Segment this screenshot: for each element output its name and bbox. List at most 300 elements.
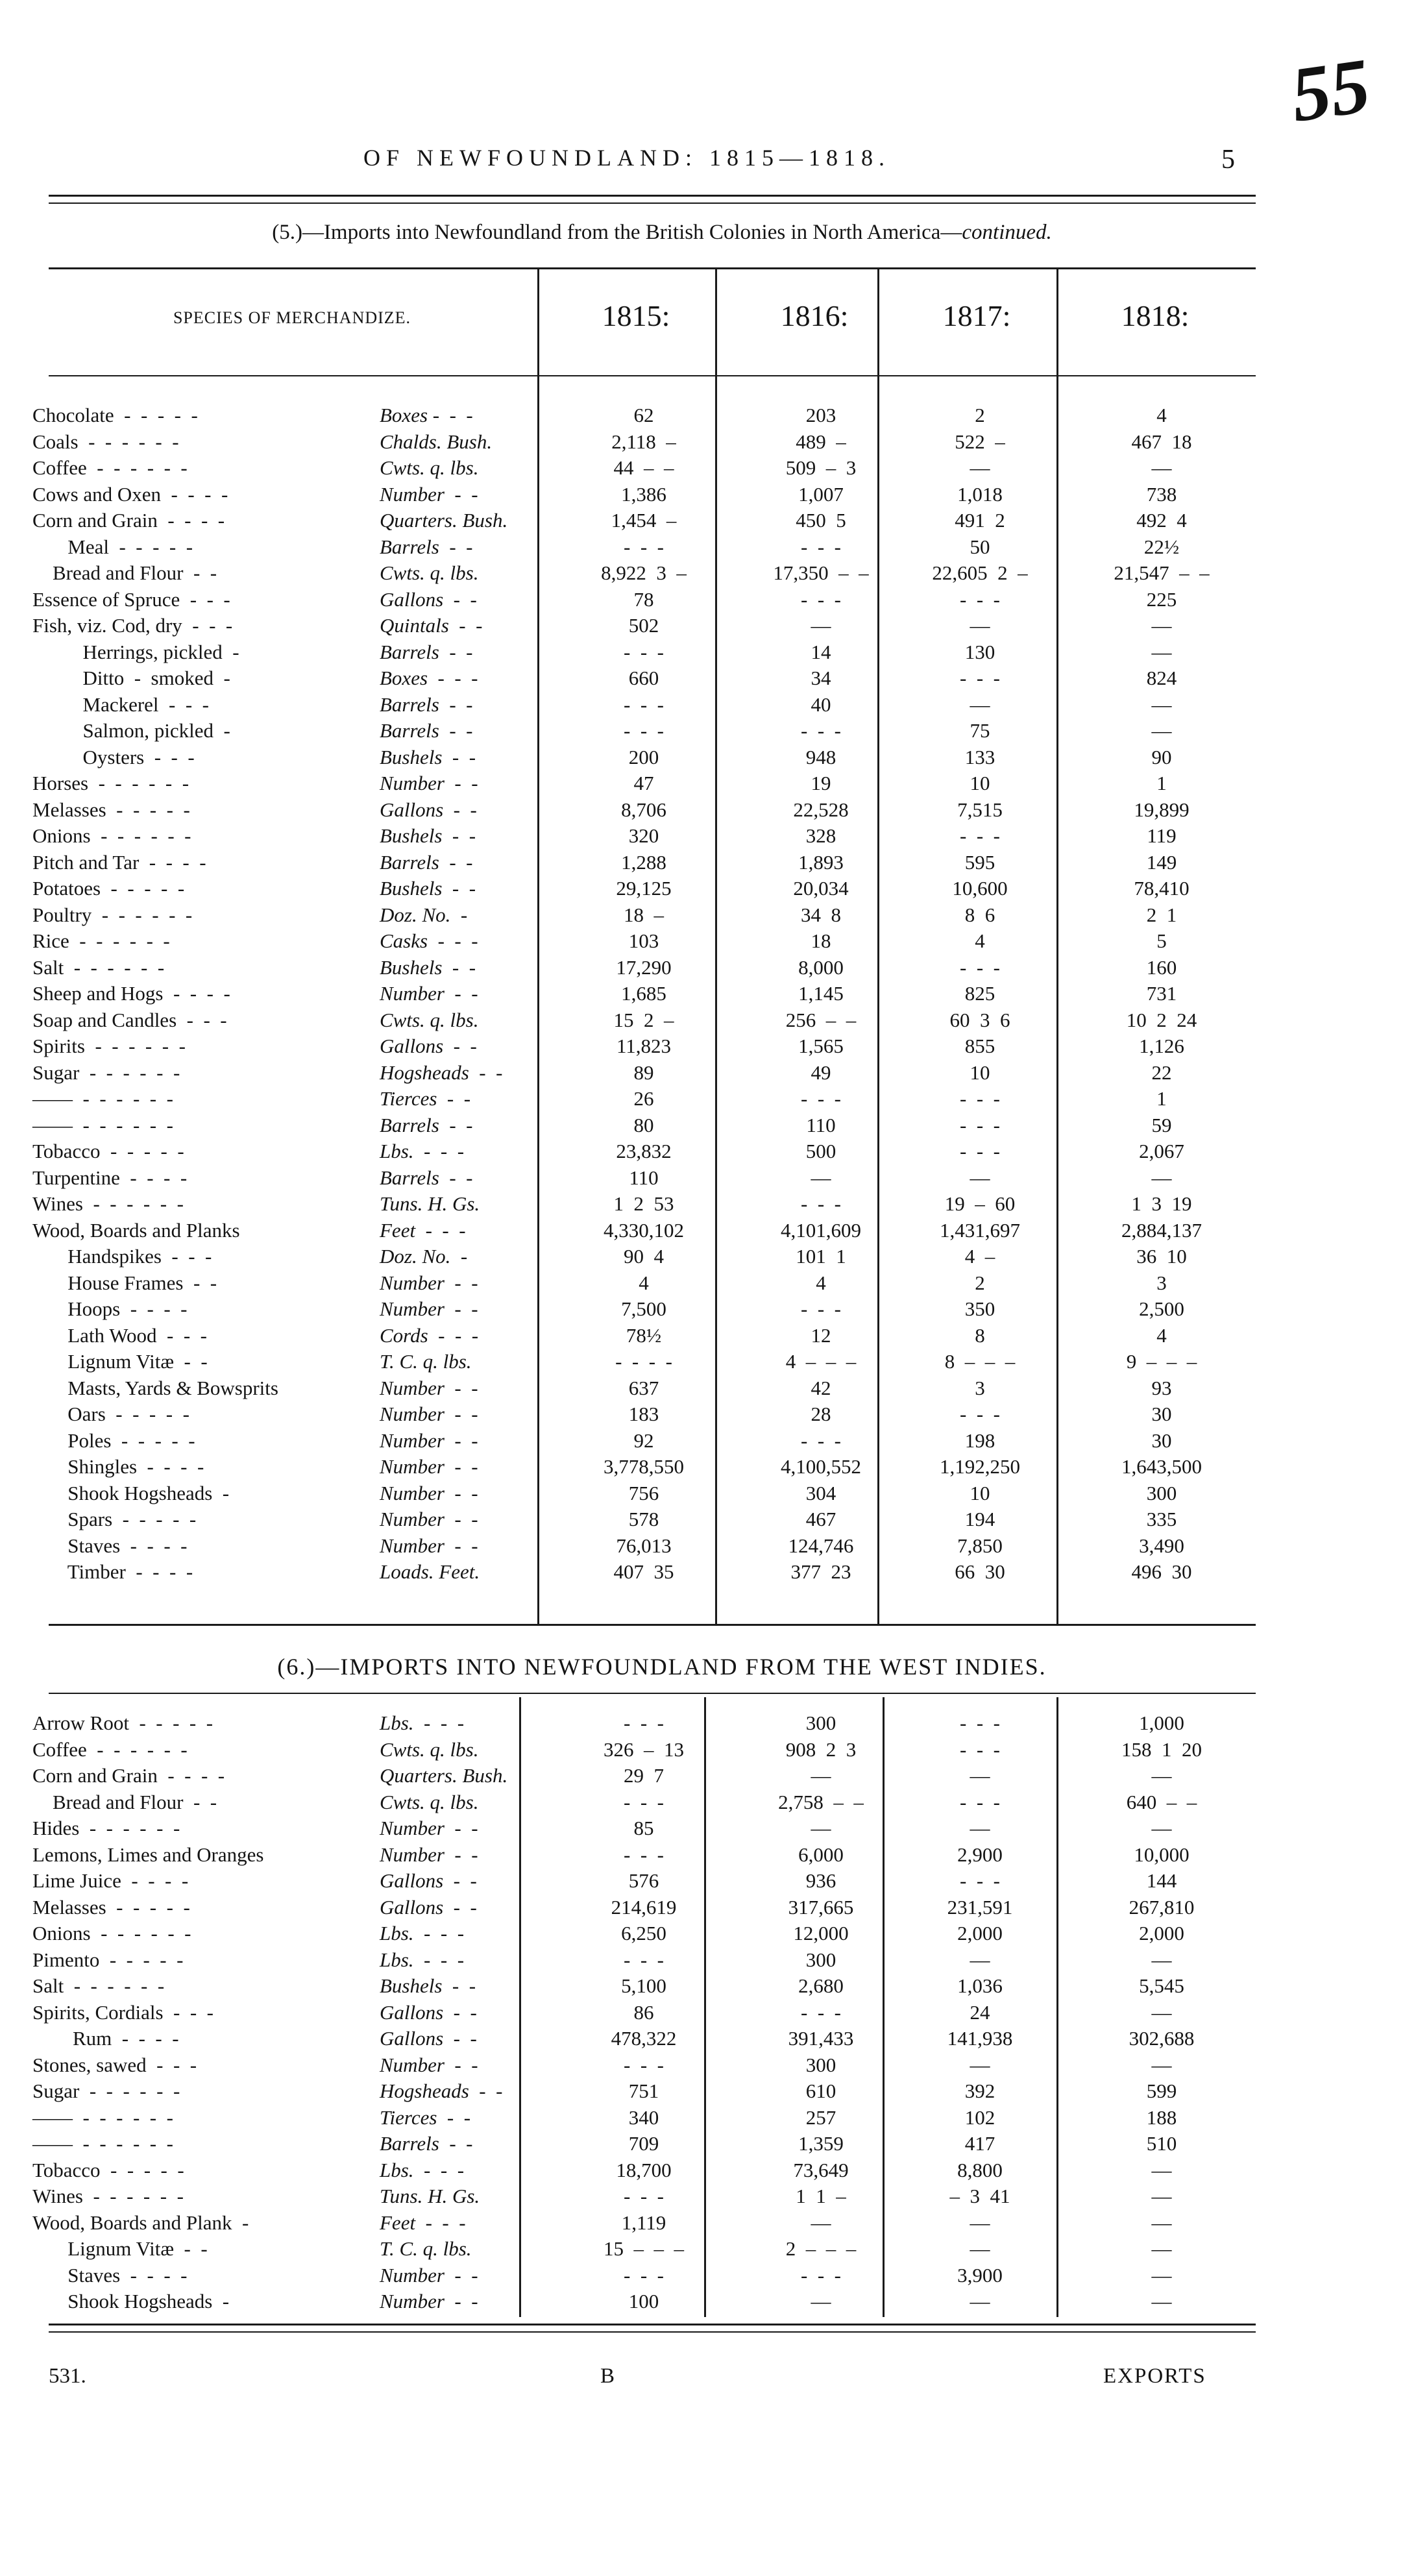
value-cell: 102 xyxy=(964,2105,995,2129)
unit-label: Number - - xyxy=(380,482,478,506)
table-row xyxy=(0,1763,1416,1789)
table-row xyxy=(0,2183,1416,2209)
value-cell: 80 xyxy=(633,1113,654,1136)
value-cell: — xyxy=(1151,2053,1172,2076)
value-cell: 14 xyxy=(811,640,831,663)
merchandize-name: Sugar - - - - - - xyxy=(32,1061,180,1084)
table-row xyxy=(0,955,1416,981)
value-cell: 3 xyxy=(1156,1271,1167,1294)
table-row xyxy=(0,1244,1416,1270)
merchandize-name: Lath Wood - - - xyxy=(32,1323,207,1347)
value-cell: — xyxy=(970,1764,990,1787)
table-row xyxy=(0,560,1416,586)
unit-label: T. C. q. lbs. xyxy=(380,2237,472,2260)
value-cell: 756 xyxy=(628,1481,659,1504)
merchandize-name: Handspikes - - - xyxy=(32,1245,212,1268)
merchandize-name: —— - - - - - - xyxy=(32,2132,173,2155)
value-cell: 1,386 xyxy=(621,482,666,506)
unit-label: Hogsheads - - xyxy=(380,1061,503,1084)
value-cell: - - - xyxy=(801,587,841,611)
unit-label: Bushels - - xyxy=(380,824,476,847)
value-cell: 407 35 xyxy=(613,1560,674,1583)
merchandize-name: Fish, viz. Cod, dry - - - xyxy=(32,614,233,637)
unit-label: Number - - xyxy=(380,1429,478,1452)
table-row xyxy=(0,1296,1416,1322)
value-cell: 340 xyxy=(628,2105,659,2129)
value-cell: 1,007 xyxy=(798,482,844,506)
table-row xyxy=(0,1480,1416,1506)
value-cell: 1,192,250 xyxy=(940,1455,1020,1478)
value-cell: - - - xyxy=(960,1403,1000,1425)
table-row xyxy=(0,613,1416,639)
value-cell: 2,758 – – xyxy=(778,1790,864,1813)
unit-label: Barrels - - xyxy=(380,1113,473,1136)
value-cell: 1 xyxy=(1156,772,1167,794)
unit-label: Quarters. Bush. xyxy=(380,1764,508,1787)
table-row xyxy=(0,1895,1416,1920)
table-row xyxy=(0,1428,1416,1454)
value-cell: 86 xyxy=(633,2000,654,2024)
value-cell: 59 xyxy=(1151,1113,1172,1136)
value-cell: 15 2 – xyxy=(613,1008,674,1031)
unit-label: Gallons - - xyxy=(380,1869,477,1892)
table-row xyxy=(0,1060,1416,1086)
value-cell: - - - xyxy=(960,1790,1000,1813)
value-cell: 492 4 xyxy=(1136,509,1187,532)
value-cell: 17,290 xyxy=(616,955,672,979)
table-row xyxy=(0,1165,1416,1191)
table-row xyxy=(0,2052,1416,2078)
value-cell: 1,000 xyxy=(1139,1711,1184,1734)
unit-label: T. C. q. lbs. xyxy=(380,1350,472,1373)
table-row xyxy=(0,482,1416,508)
value-cell: 49 xyxy=(811,1061,831,1084)
value-cell: — xyxy=(1151,693,1172,716)
table-row xyxy=(0,981,1416,1007)
header-rule xyxy=(49,375,1256,376)
value-cell: - - - xyxy=(960,1087,1000,1110)
value-cell: - - - xyxy=(960,1113,1000,1136)
table-bottom-rule xyxy=(49,2324,1256,2325)
table-row xyxy=(0,587,1416,613)
merchandize-name: —— - - - - - - xyxy=(32,1087,173,1110)
value-cell: 3,900 xyxy=(957,2263,1003,2287)
unit-label: Chalds. Bush. xyxy=(380,430,493,453)
table-row xyxy=(0,1270,1416,1296)
value-cell: 11,823 xyxy=(616,1035,672,1057)
value-cell: 350 xyxy=(964,1297,995,1320)
value-cell: 160 xyxy=(1146,955,1177,979)
value-cell: - - - xyxy=(801,1192,841,1215)
value-cell: 4,330,102 xyxy=(604,1218,684,1242)
value-cell: 30 xyxy=(1151,1403,1172,1425)
merchandize-name: Salt - - - - - - xyxy=(32,955,165,979)
value-cell: — xyxy=(970,2237,990,2260)
merchandize-name: Onions - - - - - - xyxy=(32,1922,191,1944)
merchandize-name: Arrow Root - - - - - xyxy=(32,1711,214,1734)
value-cell: 19,899 xyxy=(1134,798,1190,821)
column-header-merchandize: SPECIES OF MERCHANDIZE. xyxy=(173,308,411,327)
value-cell: 76,013 xyxy=(616,1534,672,1557)
unit-label: Lbs. - - - xyxy=(380,1711,465,1734)
value-cell: - - - xyxy=(960,1737,1000,1761)
section5-title-continued: continued. xyxy=(962,221,1052,244)
value-cell: 392 xyxy=(964,2079,995,2102)
table-row xyxy=(0,402,1416,428)
value-cell: 510 xyxy=(1146,2132,1177,2155)
value-cell: 317,665 xyxy=(788,1895,854,1919)
value-cell: — xyxy=(970,1166,990,1189)
value-cell: — xyxy=(811,2211,831,2234)
value-cell: 75 xyxy=(970,719,990,742)
value-cell: — xyxy=(811,614,831,637)
value-cell: 1 2 53 xyxy=(613,1192,674,1215)
value-cell: 22 xyxy=(1151,1061,1172,1084)
value-cell: 18 xyxy=(811,929,831,952)
value-cell: 92 xyxy=(633,1429,654,1452)
value-cell: 257 xyxy=(805,2105,836,2129)
value-cell: - - - xyxy=(801,1429,841,1452)
value-cell: — xyxy=(1151,456,1172,479)
merchandize-name: Spirits - - - - - - xyxy=(32,1035,186,1057)
value-cell: — xyxy=(970,2290,990,2312)
merchandize-name: Melasses - - - - - xyxy=(32,798,190,821)
value-cell: — xyxy=(1151,1817,1172,1839)
value-cell: 203 xyxy=(805,404,836,426)
table-row xyxy=(0,1349,1416,1375)
merchandize-name: Cows and Oxen - - - - xyxy=(32,482,228,506)
value-cell: 34 xyxy=(811,667,831,689)
value-cell: — xyxy=(1151,2263,1172,2287)
value-cell: - - - xyxy=(624,1948,664,1971)
value-cell: 85 xyxy=(633,1817,654,1839)
merchandize-name: Chocolate - - - - - xyxy=(32,404,198,426)
value-cell: 1,018 xyxy=(957,482,1003,506)
value-cell: 8,000 xyxy=(798,955,844,979)
merchandize-name: Bread and Flour - - xyxy=(32,561,217,584)
value-cell: 3,778,550 xyxy=(604,1455,684,1478)
table-row xyxy=(0,1191,1416,1217)
value-cell: - - - xyxy=(624,2263,664,2287)
merchandize-name: Salmon, pickled - xyxy=(32,719,230,742)
value-cell: 158 1 20 xyxy=(1121,1737,1202,1761)
value-cell: 855 xyxy=(964,1035,995,1057)
value-cell: - - - xyxy=(624,640,664,663)
unit-label: Number - - xyxy=(380,2290,478,2312)
merchandize-name: Wood, Boards and Planks xyxy=(32,1218,240,1242)
value-cell: 2 xyxy=(975,404,985,426)
unit-label: Lbs. - - - xyxy=(380,1948,465,1971)
value-cell: — xyxy=(1151,1764,1172,1787)
value-cell: 320 xyxy=(628,824,659,847)
value-cell: 10,600 xyxy=(952,877,1008,900)
value-cell: 1 3 19 xyxy=(1131,1192,1192,1215)
value-cell: 44 – – xyxy=(613,456,674,479)
value-cell: 50 xyxy=(970,535,990,558)
value-cell: - - - xyxy=(801,1087,841,1110)
value-cell: 22,528 xyxy=(793,798,849,821)
unit-label: Bushels - - xyxy=(380,955,476,979)
value-cell: — xyxy=(970,456,990,479)
value-cell: - - - xyxy=(801,2000,841,2024)
table-bottom-rule xyxy=(49,1624,1256,1626)
value-cell: 478,322 xyxy=(611,2027,677,2050)
value-cell: 1 xyxy=(1156,1087,1167,1110)
unit-label: Bushels - - xyxy=(380,1974,476,1997)
value-cell: — xyxy=(970,1948,990,1971)
table-row xyxy=(0,1973,1416,1999)
value-cell: - - - xyxy=(624,2053,664,2076)
unit-label: Number - - xyxy=(380,1297,478,1320)
table-row xyxy=(0,2000,1416,2026)
value-cell: 183 xyxy=(628,1403,659,1425)
value-cell: 5 xyxy=(1156,929,1167,952)
value-cell: 21,547 – – xyxy=(1114,561,1210,584)
value-cell: 1,145 xyxy=(798,982,844,1005)
unit-label: Number - - xyxy=(380,1843,478,1866)
table-row xyxy=(0,1086,1416,1112)
table-row xyxy=(0,534,1416,560)
value-cell: — xyxy=(1151,2158,1172,2181)
value-cell: — xyxy=(811,2290,831,2312)
value-cell: 130 xyxy=(964,640,995,663)
unit-label: Number - - xyxy=(380,982,478,1005)
value-cell: 149 xyxy=(1146,850,1177,874)
value-cell: 709 xyxy=(628,2132,659,2155)
value-cell: 4 – – – xyxy=(785,1350,857,1373)
value-cell: - - - xyxy=(624,1711,664,1734)
unit-label: Cwts. q. lbs. xyxy=(380,456,479,479)
value-cell: — xyxy=(811,1817,831,1839)
value-cell: 2 1 xyxy=(1146,903,1177,926)
value-cell: 15 – – – xyxy=(604,2237,684,2260)
value-cell: 60 3 6 xyxy=(949,1008,1010,1031)
value-cell: 637 xyxy=(628,1376,659,1399)
rule xyxy=(49,195,1256,197)
value-cell: 300 xyxy=(805,2053,836,2076)
value-cell: 36 10 xyxy=(1136,1245,1187,1268)
value-cell: 101 1 xyxy=(796,1245,846,1268)
merchandize-name: Pimento - - - - - xyxy=(32,1948,184,1971)
merchandize-name: Corn and Grain - - - - xyxy=(32,509,225,532)
merchandize-name: Spars - - - - - xyxy=(32,1508,197,1530)
value-cell: 3 xyxy=(975,1376,985,1399)
value-cell: 200 xyxy=(628,745,659,768)
value-cell: 2,680 xyxy=(798,1974,844,1997)
value-cell: 214,619 xyxy=(611,1895,677,1919)
value-cell: — xyxy=(811,1764,831,1787)
table-row xyxy=(0,1007,1416,1033)
unit-label: Barrels - - xyxy=(380,1166,473,1189)
merchandize-name: —— - - - - - - xyxy=(32,1113,173,1136)
table-row xyxy=(0,2157,1416,2183)
value-cell: - - - xyxy=(960,824,1000,847)
table-row xyxy=(0,1533,1416,1559)
value-cell: 660 xyxy=(628,667,659,689)
merchandize-name: Staves - - - - xyxy=(32,1534,188,1557)
value-cell: 1,893 xyxy=(798,850,844,874)
value-cell: 467 xyxy=(805,1508,836,1530)
value-cell: — xyxy=(1151,2290,1172,2312)
value-cell: 141,938 xyxy=(947,2027,1013,2050)
value-cell: 1,685 xyxy=(621,982,666,1005)
value-cell: 19 – 60 xyxy=(944,1192,1016,1215)
value-cell: 4 xyxy=(639,1271,649,1294)
value-cell: — xyxy=(1151,1166,1172,1189)
value-cell: 467 18 xyxy=(1131,430,1192,453)
table-row xyxy=(0,1559,1416,1585)
merchandize-name: Ditto - smoked - xyxy=(32,667,230,689)
table-row xyxy=(0,1323,1416,1349)
running-head: OF NEWFOUNDLAND: 1815—1818. xyxy=(363,145,890,171)
table-row xyxy=(0,1112,1416,1138)
value-cell: 47 xyxy=(633,772,654,794)
table-row xyxy=(0,1138,1416,1164)
merchandize-name: Coffee - - - - - - xyxy=(32,456,188,479)
merchandize-name: Wines - - - - - - xyxy=(32,2185,184,2207)
merchandize-name: Coffee - - - - - - xyxy=(32,1737,188,1761)
value-cell: 2,500 xyxy=(1139,1297,1184,1320)
value-cell: 502 xyxy=(628,614,659,637)
merchandize-name: House Frames - - xyxy=(32,1271,217,1294)
unit-label: Doz. No. - xyxy=(380,1245,468,1268)
value-cell: 2,118 – xyxy=(611,430,676,453)
value-cell: 4,101,609 xyxy=(781,1218,861,1242)
value-cell: 133 xyxy=(964,745,995,768)
value-cell: 34 8 xyxy=(801,903,841,926)
unit-label: Gallons - - xyxy=(380,798,477,821)
table-row xyxy=(0,1375,1416,1401)
value-cell: 1,431,697 xyxy=(940,1218,1020,1242)
table-row xyxy=(0,718,1416,744)
value-cell: 30 xyxy=(1151,1429,1172,1452)
value-cell: - - - xyxy=(801,2263,841,2287)
value-cell: 110 xyxy=(629,1166,659,1189)
table-row xyxy=(0,455,1416,481)
value-cell: — xyxy=(1151,2237,1172,2260)
table-row xyxy=(0,1737,1416,1763)
value-cell: - - - xyxy=(801,1297,841,1320)
value-cell: 302,688 xyxy=(1129,2027,1195,2050)
value-cell: 2,000 xyxy=(1139,1922,1184,1944)
footer-catchword: EXPORTS xyxy=(1103,2364,1206,2388)
value-cell: 4 xyxy=(1156,1323,1167,1347)
section5-title xyxy=(97,221,1227,245)
unit-label: Gallons - - xyxy=(380,1035,477,1057)
table-row xyxy=(0,1842,1416,1868)
merchandize-name: Sugar - - - - - - xyxy=(32,2079,180,2102)
table-row xyxy=(0,1815,1416,1841)
value-cell: 450 5 xyxy=(796,509,846,532)
year-header-1817: 1817: xyxy=(942,299,1011,332)
value-cell: 489 – xyxy=(796,430,846,453)
unit-label: Bushels - - xyxy=(380,877,476,900)
value-cell: 1,359 xyxy=(798,2132,844,2155)
merchandize-name: Timber - - - - xyxy=(32,1560,193,1583)
value-cell: 124,746 xyxy=(788,1534,854,1557)
value-cell: — xyxy=(970,614,990,637)
value-cell: 500 xyxy=(805,1140,836,1162)
value-cell: 2 xyxy=(975,1271,985,1294)
unit-label: Number - - xyxy=(380,772,478,794)
value-cell: 2,000 xyxy=(957,1922,1003,1944)
value-cell: — xyxy=(1151,719,1172,742)
value-cell: 90 4 xyxy=(624,1245,664,1268)
merchandize-name: Wines - - - - - - xyxy=(32,1192,184,1215)
merchandize-name: Lime Juice - - - - xyxy=(32,1869,189,1892)
value-cell: 824 xyxy=(1146,667,1177,689)
rule xyxy=(49,202,1256,204)
table-row xyxy=(0,2210,1416,2236)
value-cell: 610 xyxy=(805,2079,836,2102)
unit-label: Gallons - - xyxy=(380,587,477,611)
value-cell: 8 6 xyxy=(964,903,995,926)
value-cell: 300 xyxy=(1146,1481,1177,1504)
unit-label: Gallons - - xyxy=(380,2000,477,2024)
merchandize-name: Tobacco - - - - - xyxy=(32,1140,184,1162)
table-row xyxy=(0,876,1416,902)
merchandize-name: Herrings, pickled - xyxy=(32,640,239,663)
value-cell: 4 xyxy=(975,929,985,952)
value-cell: - - - xyxy=(801,719,841,742)
unit-label: Lbs. - - - xyxy=(380,2158,465,2181)
year-header-1816: 1816: xyxy=(780,299,849,332)
unit-label: Gallons - - xyxy=(380,1895,477,1919)
table-row xyxy=(0,902,1416,928)
unit-label: Cwts. q. lbs. xyxy=(380,1790,479,1813)
value-cell: 4 – xyxy=(964,1245,995,1268)
value-cell: 2,067 xyxy=(1139,1140,1184,1162)
unit-label: Barrels - - xyxy=(380,693,473,716)
value-cell: — xyxy=(1151,640,1172,663)
value-cell: 78½ xyxy=(626,1323,662,1347)
table-row xyxy=(0,1033,1416,1059)
value-cell: 4 xyxy=(1156,404,1167,426)
value-cell: 110 xyxy=(806,1113,836,1136)
value-cell: 1 1 – xyxy=(796,2185,846,2207)
merchandize-name: Masts, Yards & Bowsprits xyxy=(32,1376,278,1399)
table-row xyxy=(0,823,1416,849)
merchandize-name: Shook Hogsheads - xyxy=(32,2290,230,2312)
value-cell: - - - xyxy=(960,1140,1000,1162)
value-cell: 100 xyxy=(628,2290,659,2312)
table-row xyxy=(0,744,1416,770)
value-cell: - - - xyxy=(624,719,664,742)
unit-label: Cwts. q. lbs. xyxy=(380,561,479,584)
merchandize-name: Hides - - - - - - xyxy=(32,1817,180,1839)
merchandize-name: Poles - - - - - xyxy=(32,1429,195,1452)
value-cell: 1,119 xyxy=(621,2211,666,2234)
merchandize-name: Onions - - - - - - xyxy=(32,824,191,847)
value-cell: - - - xyxy=(624,1843,664,1866)
value-cell: - - - xyxy=(624,2185,664,2207)
value-cell: 10 2 24 xyxy=(1126,1008,1197,1031)
value-cell: 73,649 xyxy=(793,2158,849,2181)
table-row xyxy=(0,1506,1416,1532)
merchandize-name: Rum - - - - xyxy=(32,2027,179,2050)
table-row xyxy=(0,1401,1416,1427)
table-row xyxy=(0,1947,1416,1973)
table-row xyxy=(0,770,1416,796)
value-cell: 300 xyxy=(805,1711,836,1734)
merchandize-name: Stones, sawed - - - xyxy=(32,2053,197,2076)
value-cell: 599 xyxy=(1146,2079,1177,2102)
value-cell: 8 xyxy=(975,1323,985,1347)
value-cell: 4,100,552 xyxy=(781,1455,861,1478)
value-cell: 10 xyxy=(970,772,990,794)
value-cell: 10 xyxy=(970,1481,990,1504)
unit-label: Quarters. Bush. xyxy=(380,509,508,532)
